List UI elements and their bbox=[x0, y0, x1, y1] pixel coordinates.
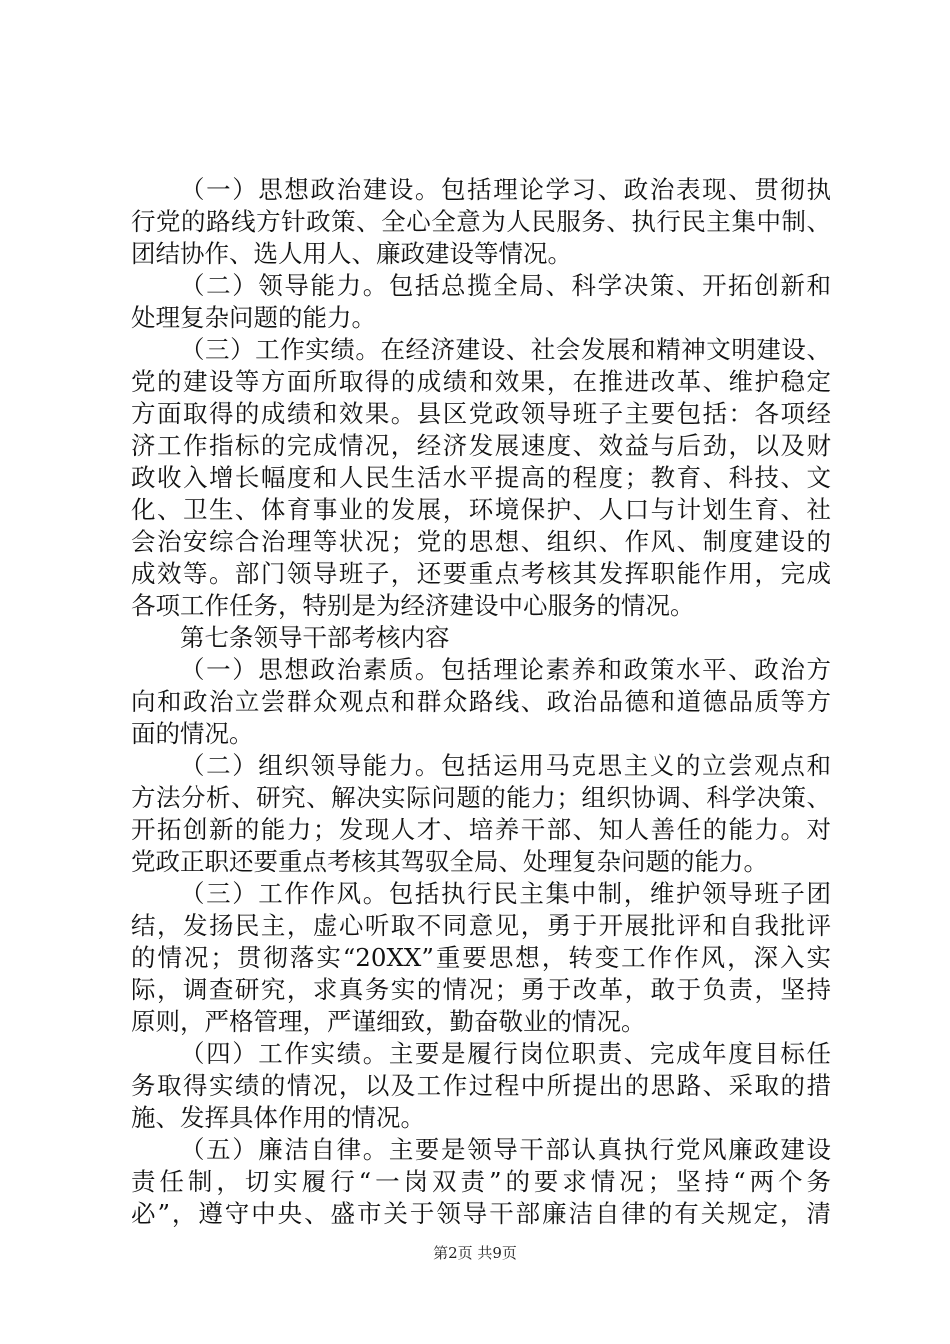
text-line: 向和政治立尝群众观点和群众路线、政治品德和道德品质等方 bbox=[131, 687, 831, 716]
text-line: 党政正职还要重点考核其驾驭全局、处理复杂问题的能力。 bbox=[131, 847, 768, 876]
text-line: （二）组织领导能力。包括运用马克思主义的立尝观点和 bbox=[180, 751, 831, 780]
text-line: （三）工作作风。包括执行民主集中制，维护领导班子团 bbox=[180, 879, 831, 908]
text-line: 开拓创新的能力；发现人才、培养干部、知人善任的能力。对 bbox=[131, 815, 831, 844]
text-line: （四）工作实绩。主要是履行岗位职责、完成年度目标任 bbox=[180, 1039, 831, 1068]
text-line: （三）工作实绩。在经济建设、社会发展和精神文明建设、 bbox=[180, 335, 831, 364]
text-line: 的情况；贯彻落实“20XX”重要思想，转变工作作风，深入实 bbox=[131, 943, 831, 972]
text-line: 团结协作、选人用人、廉政建设等情况。 bbox=[131, 239, 572, 268]
text-line: 施、发挥具体作用的情况。 bbox=[131, 1103, 425, 1132]
text-line: 政收入增长幅度和人民生活水平提高的程度；教育、科技、文 bbox=[131, 463, 831, 492]
text-line: 党的建设等方面所取得的成绩和效果，在推进改革、维护稳定 bbox=[131, 367, 831, 396]
text-line: 际，调查研究，求真务实的情况；勇于改革，敢于负责，坚持 bbox=[131, 975, 831, 1004]
text-line: 原则，严格管理，严谨细致，勤奋敬业的情况。 bbox=[131, 1007, 646, 1036]
page-number-label: 第2页 共9页 bbox=[433, 1244, 517, 1262]
text-line: 化、卫生、体育事业的发展，环境保护、人口与计划生育、社 bbox=[131, 495, 831, 524]
text-line: 面的情况。 bbox=[131, 719, 254, 748]
text-line: 结，发扬民主，虚心听取不同意见，勇于开展批评和自我批评 bbox=[131, 911, 831, 940]
text-line: （一）思想政治建设。包括理论学习、政治表现、贯彻执 bbox=[180, 175, 831, 204]
text-line: （二）领导能力。包括总揽全局、科学决策、开拓创新和 bbox=[180, 271, 831, 300]
text-line: 务取得实绩的情况，以及工作过程中所提出的思路、采取的措 bbox=[131, 1071, 831, 1100]
page-footer bbox=[0, 1242, 950, 1263]
text-line: 方法分析、研究、解决实际问题的能力；组织协调、科学决策、 bbox=[131, 783, 831, 812]
text-line: 成效等。部门领导班子，还要重点考核其发挥职能作用，完成 bbox=[131, 559, 831, 588]
text-line: （一）思想政治素质。包括理论素养和政策水平、政治方 bbox=[180, 655, 831, 684]
text-line: 责任制，切实履行“一岗双责”的要求情况；坚持“两个务 bbox=[131, 1167, 831, 1196]
document-body bbox=[131, 174, 831, 1230]
text-line: 行党的路线方针政策、全心全意为人民服务、执行民主集中制、 bbox=[131, 207, 831, 236]
text-line: 会治安综合治理等状况；党的思想、组织、作风、制度建设的 bbox=[131, 527, 831, 556]
text-line: 必”，遵守中央、盛市关于领导干部廉洁自律的有关规定，清 bbox=[131, 1199, 831, 1228]
text-line: 处理复杂问题的能力。 bbox=[131, 303, 376, 332]
text-line: 方面取得的成绩和效果。县区党政领导班子主要包括：各项经 bbox=[131, 399, 831, 428]
text-line: 各项工作任务，特别是为经济建设中心服务的情况。 bbox=[131, 591, 695, 620]
text-line: （五）廉洁自律。主要是领导干部认真执行党风廉政建设 bbox=[180, 1135, 831, 1164]
text-line: 济工作指标的完成情况，经济发展速度、效益与后劲，以及财 bbox=[131, 431, 831, 460]
text-line: 第七条领导干部考核内容 bbox=[180, 623, 450, 652]
